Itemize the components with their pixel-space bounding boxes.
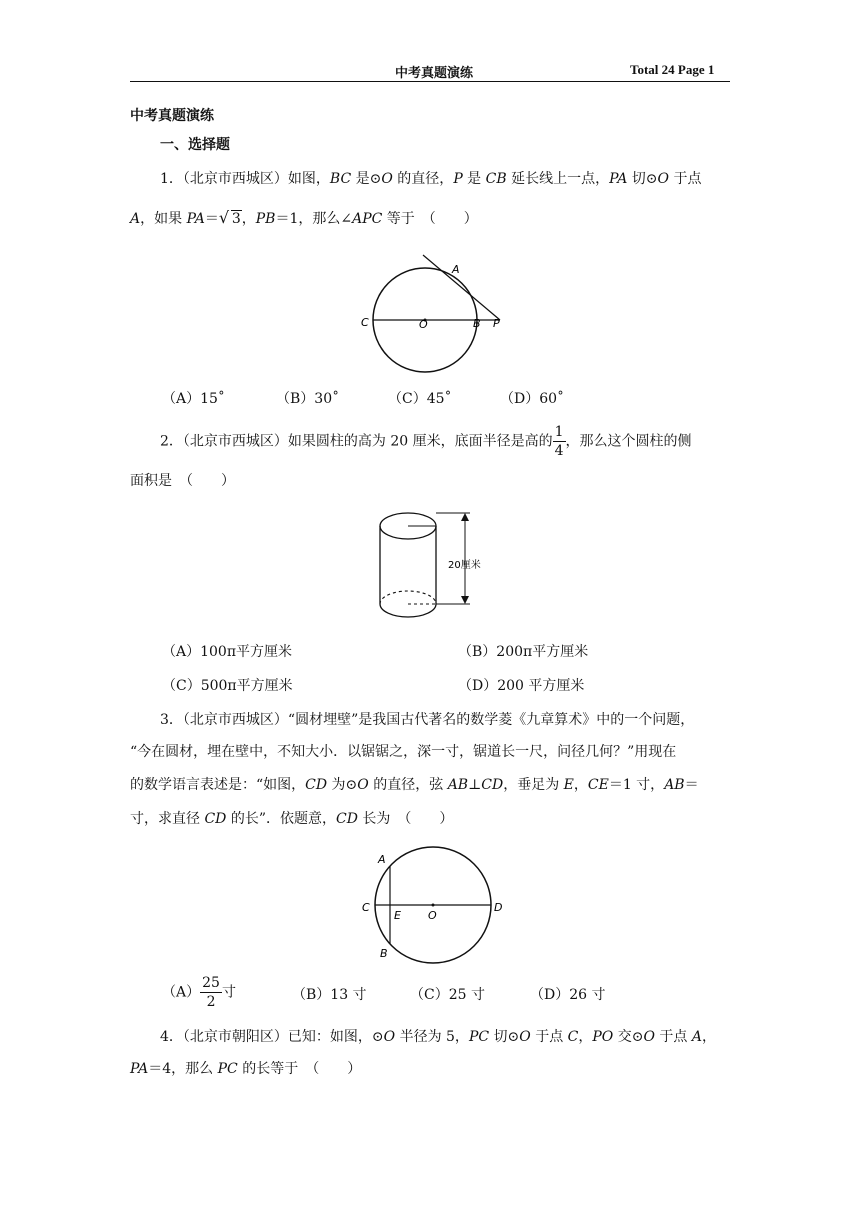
section-title: 中考真题演练 — [130, 108, 214, 124]
q2-option-b: （B）200π平方厘米 — [458, 644, 589, 660]
header-title: 中考真题演练 — [395, 66, 474, 81]
q3-label-c: C — [362, 901, 370, 914]
q2-height-label: 20厘米 — [448, 560, 481, 571]
q3-option-c: （C）25 寸 — [410, 987, 485, 1003]
q1-tangent-line — [423, 255, 500, 320]
q2-cylinder-bottom-front — [380, 604, 436, 617]
q1-option-d: （D）60˚ — [500, 391, 565, 407]
q1-label-o: O — [419, 318, 428, 331]
q3-line2: “今在圆材，埋在壁中，不知大小．以锯锯之，深一寸，锯道长一尺，问径几何？”用现在 — [130, 744, 677, 760]
q3-label-o: O — [428, 909, 437, 922]
q2-option-d: （D）200 平方厘米 — [458, 678, 585, 694]
q2-option-a: （A）100π平方厘米 — [162, 644, 293, 660]
q1-label-c: C — [361, 316, 369, 329]
q3-line4: 寸，求直径 CD 的长”．依题意，CD 长为 （ ） — [130, 811, 454, 827]
q2-figure — [375, 500, 525, 635]
q2-cylinder-bottom-back — [380, 591, 436, 604]
q3-option-b: （B）13 寸 — [292, 987, 367, 1003]
q3-label-b: B — [380, 947, 388, 960]
q1-line2: A，如果 PA＝√ 3，PB＝1，那么∠APC 等于 （ ） — [130, 210, 478, 228]
q1-option-a: （A）15˚ — [162, 391, 225, 407]
q3-option-a: （A） $\frac{25}{2}$ 寸 — [162, 975, 236, 1010]
q1-option-b: （B）30˚ — [276, 391, 340, 407]
q2-fraction: $\frac{1}{4}$ — [554, 424, 564, 459]
q2-option-c: （C）500π平方厘米 — [162, 678, 293, 694]
header-divider — [130, 81, 730, 82]
q4-line1: 4．（北京市朝阳区）已知：如图，⊙O 半径为 5，PC 切⊙O 于点 C，PO 交⊙O 于点 A， — [160, 1029, 716, 1045]
q3-option-d: （D）26 寸 — [530, 987, 606, 1003]
q1-line1: 1．（北京市西城区）如图，BC 是⊙O 的直径，P 是 CB 延长线上一点，PA 切⊙O 于点 — [160, 171, 702, 187]
q3-figure — [358, 845, 518, 965]
sqrt-3: √ 3 — [219, 210, 242, 228]
q1-figure — [355, 250, 515, 380]
q1-label-p: P — [493, 317, 500, 330]
q2-line1: 2．（北京市西城区）如果圆柱的高为 20 厘米，底面半径是高的 $\frac{1}{4}$ ，那么这个圆柱的侧 — [160, 424, 692, 459]
q3-label-a: A — [378, 853, 386, 866]
q3-label-e: E — [394, 909, 401, 922]
q1-label-a: A — [452, 263, 460, 276]
q3-center-point — [432, 904, 435, 907]
q3-option-a-fraction: $\frac{25}{2}$ — [202, 975, 220, 1010]
q1-label-b: B — [473, 317, 481, 330]
q3-line3: 的数学语言表述是：“如图，CD 为⊙O 的直径，弦 AB⊥CD，垂足为 E，CE＝1 寸，AB＝ — [130, 777, 699, 793]
q4-line2: PA＝4，那么 PC 的长等于 （ ） — [130, 1061, 362, 1077]
q3-label-d: D — [494, 901, 503, 914]
q2-line2: 面积是 （ ） — [130, 473, 235, 489]
header-page-info: Total 24 Page 1 — [630, 62, 715, 77]
subsection-title: 一、选择题 — [160, 137, 230, 153]
q3-line1: 3．（北京市西城区）“圆材埋壁”是我国古代著名的数学菱《九章算术》中的一个问题， — [160, 712, 695, 728]
q1-option-c: （C）45˚ — [388, 391, 452, 407]
